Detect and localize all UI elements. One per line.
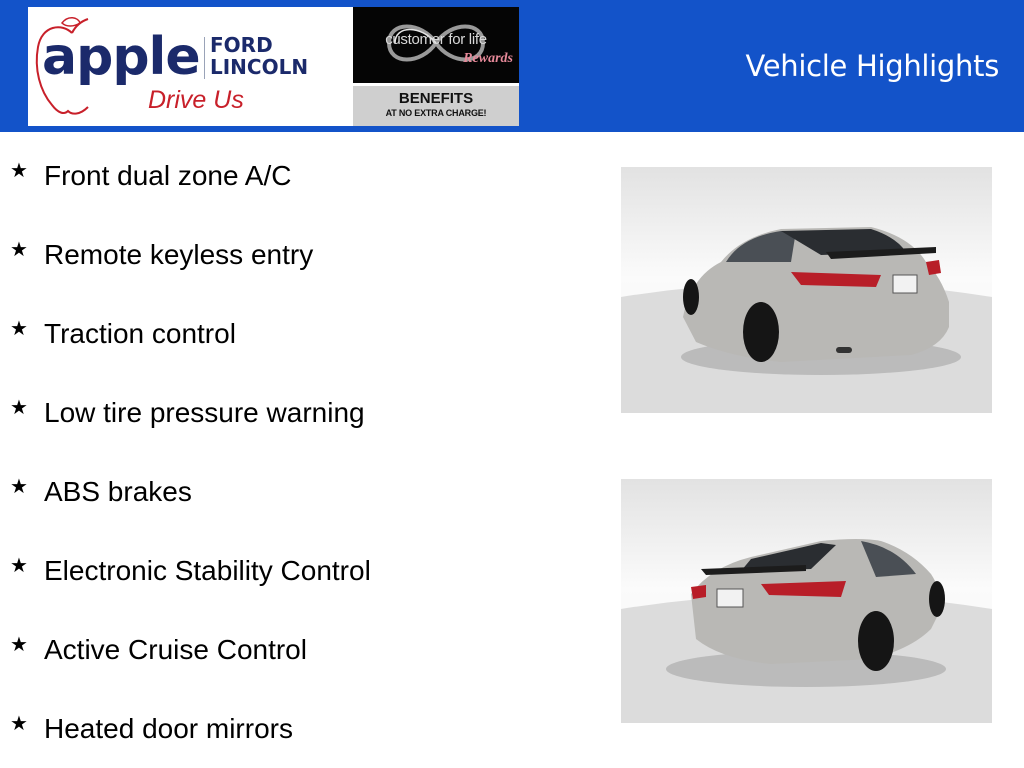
star-icon: ★ xyxy=(10,555,28,577)
dealer-logo[interactable] xyxy=(28,7,353,126)
header-bar xyxy=(0,0,1024,132)
star-icon: ★ xyxy=(10,476,28,498)
rewards-script-text: Rewards xyxy=(463,51,513,66)
feature-label: Remote keyless entry xyxy=(44,239,314,270)
feature-label: Traction control xyxy=(44,318,236,349)
star-icon: ★ xyxy=(10,397,28,419)
star-icon: ★ xyxy=(10,713,28,735)
rewards-logo[interactable] xyxy=(353,7,519,126)
star-icon: ★ xyxy=(10,318,28,340)
feature-label: Low tire pressure warning xyxy=(44,397,365,428)
rewards-banner xyxy=(353,7,519,83)
car-rear-left-image xyxy=(621,167,992,413)
vehicle-photo-1[interactable] xyxy=(621,167,992,413)
dealer-tagline: Drive Us xyxy=(148,86,244,114)
benefits-banner xyxy=(353,86,519,126)
feature-label: Front dual zone A/C xyxy=(44,160,292,191)
rewards-program-name: customer for life xyxy=(385,31,487,48)
star-icon: ★ xyxy=(10,239,28,261)
dealer-brand-name: apple xyxy=(42,27,200,87)
make-lincoln: LINCOLN xyxy=(210,55,309,79)
make-ford: FORD xyxy=(210,33,273,57)
benefits-title: BENEFITS xyxy=(398,90,474,107)
feature-label: Heated door mirrors xyxy=(44,713,293,744)
feature-label: Electronic Stability Control xyxy=(44,555,371,586)
feature-label: Active Cruise Control xyxy=(44,634,307,665)
star-icon: ★ xyxy=(10,634,28,656)
star-icon: ★ xyxy=(10,160,28,182)
vehicle-photo-2[interactable] xyxy=(621,479,992,723)
feature-label: ABS brakes xyxy=(44,476,192,507)
brand-divider xyxy=(204,37,205,79)
benefits-subtitle: AT NO EXTRA CHARGE! xyxy=(385,108,487,118)
car-rear-right-image xyxy=(621,479,992,723)
page-title: Vehicle Highlights xyxy=(745,49,999,83)
